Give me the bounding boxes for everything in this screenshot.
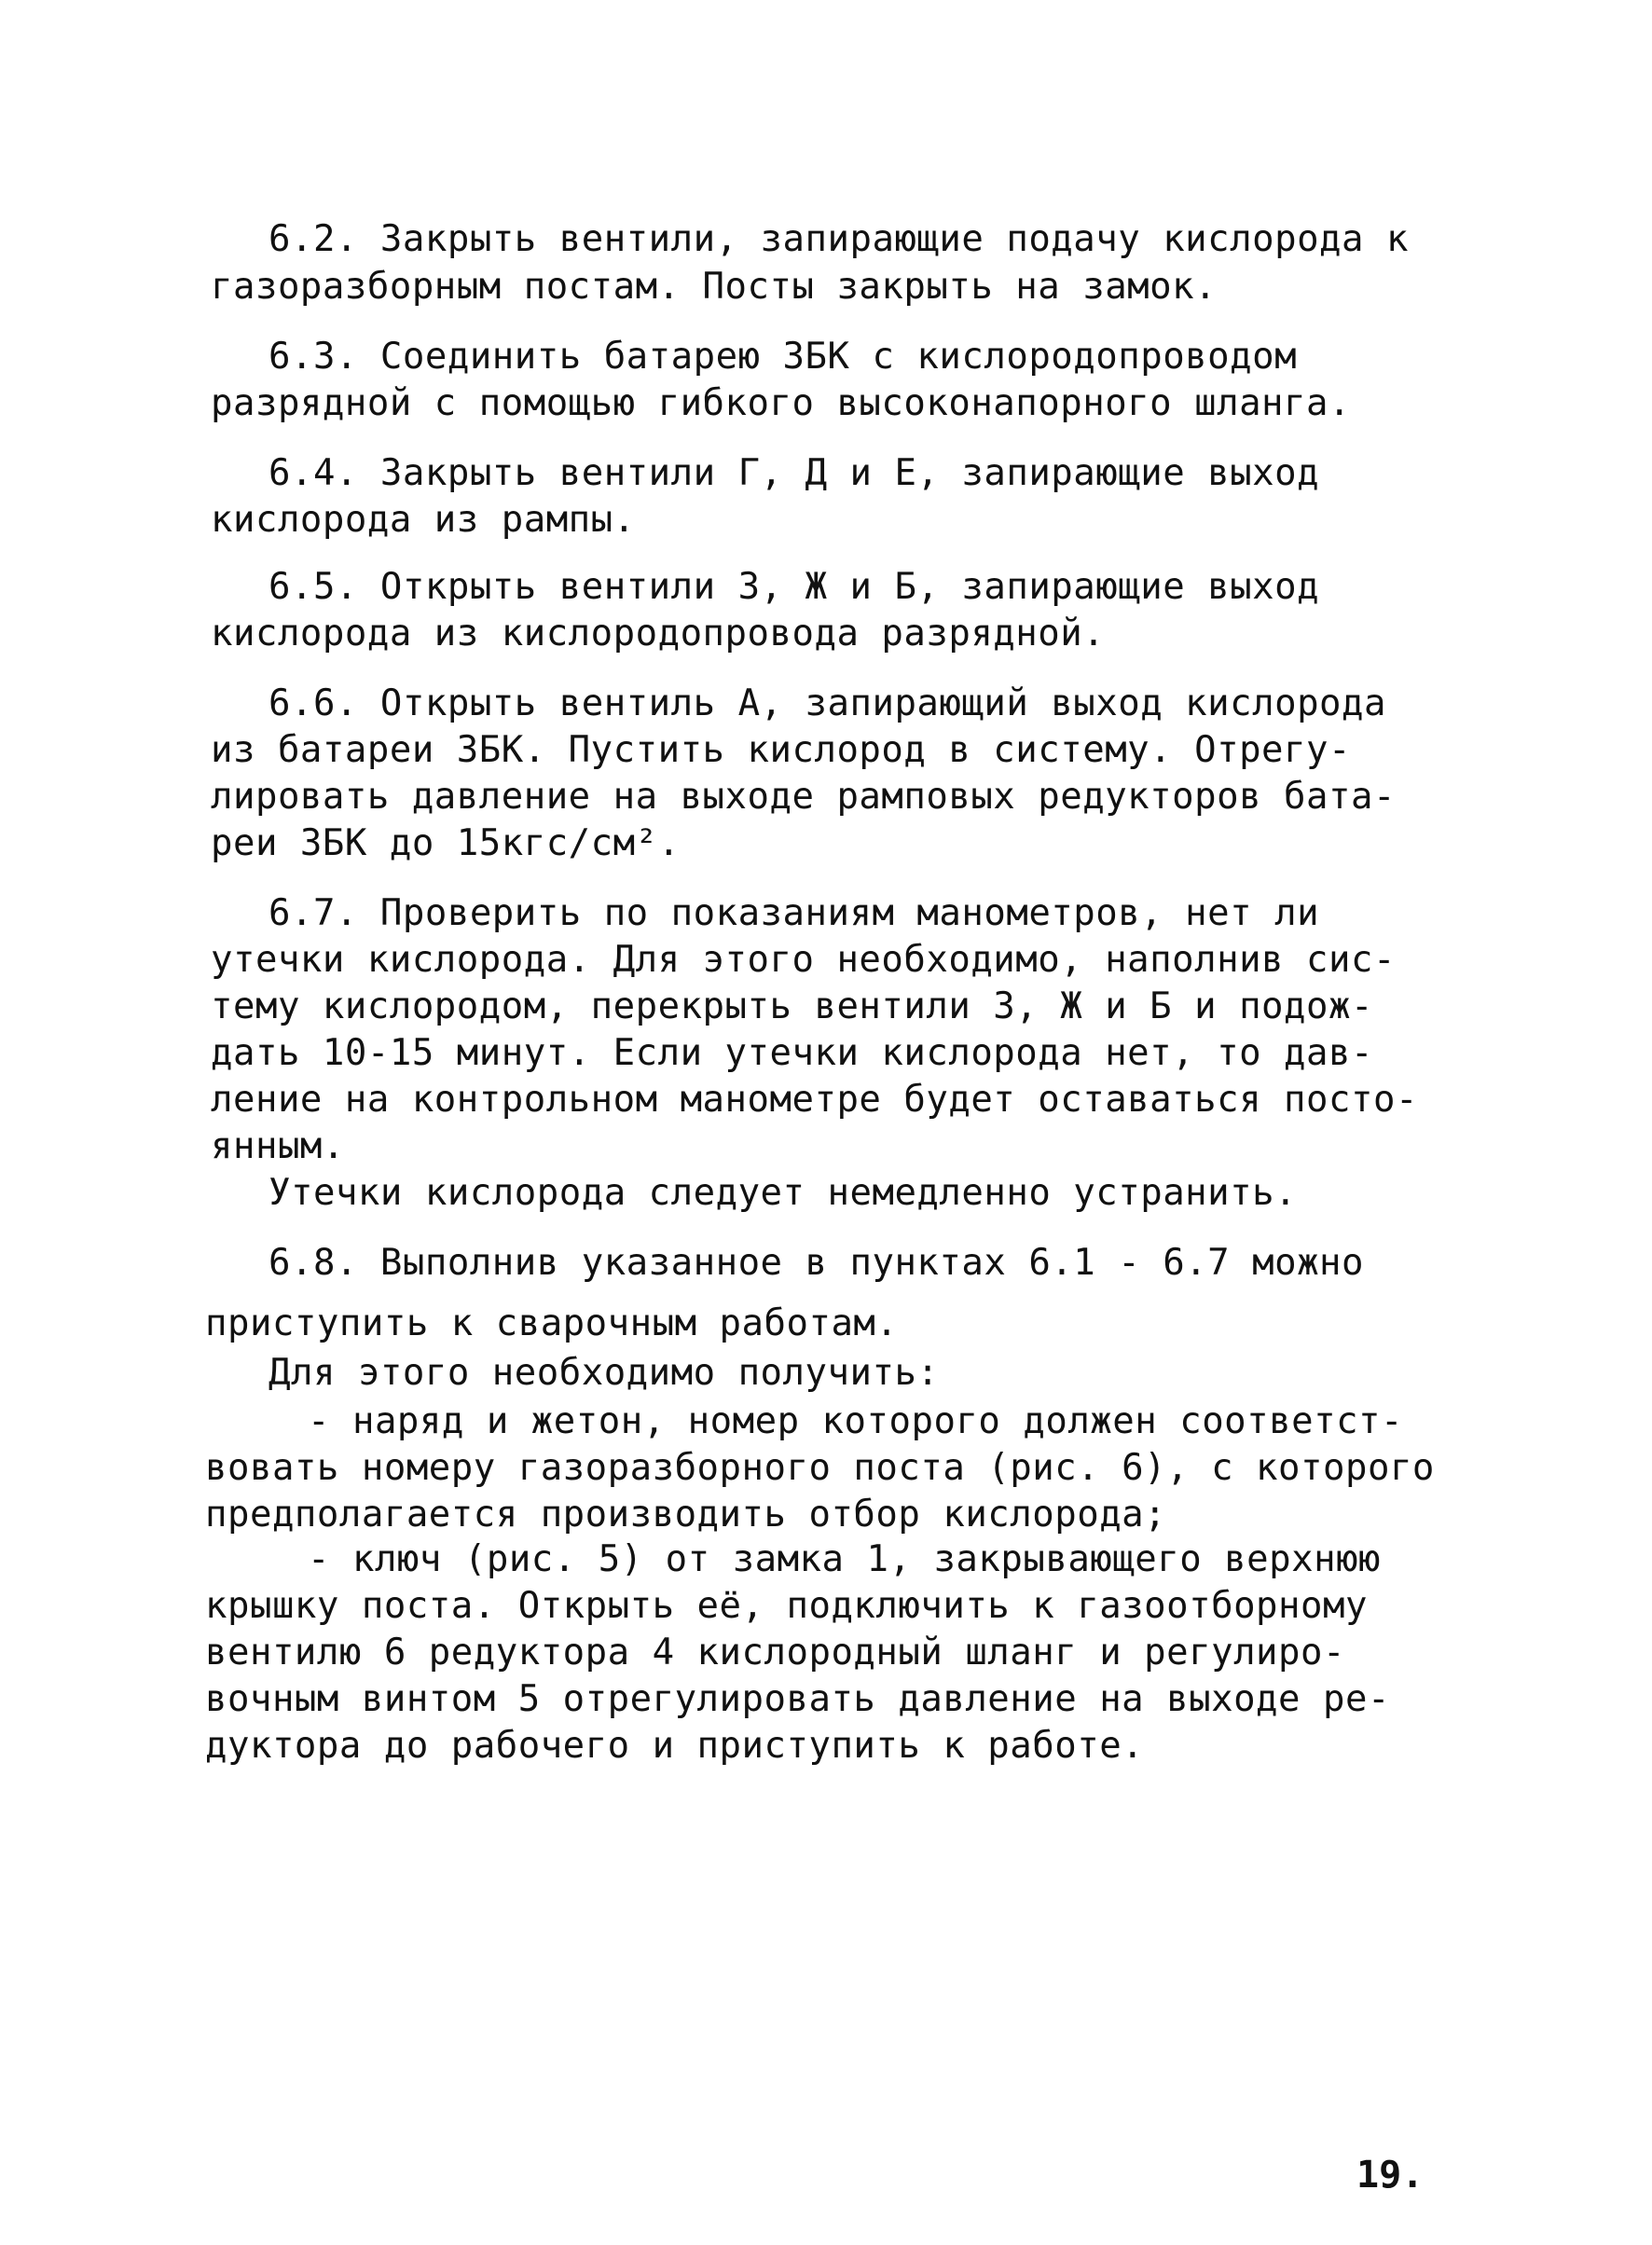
text-line: - наряд и жетон, номер которого должен соответст- <box>308 1400 1404 1442</box>
text-line: утечки кислорода. Для этого необходимо, наполнив сис- <box>211 939 1396 981</box>
text-line: 6.4. Закрыть вентили Г, Д и Е, запирающие выход <box>268 452 1320 494</box>
text-line: - ключ (рис. 5) от замка 1, закрывающего верхнюю <box>308 1538 1382 1580</box>
text-line: кислорода из кислородопровода разрядной. <box>211 613 1106 654</box>
text-line: 6.8. Выполнив указанное в пунктах 6.1 - 6.7 можно <box>268 1242 1365 1284</box>
text-line: дуктора до рабочего и приступить к работе. <box>205 1725 1145 1767</box>
text-line: дать 10-15 минут. Если утечки кислорода нет, то дав- <box>211 1032 1373 1074</box>
text-line: Для этого необходимо получить: <box>268 1352 940 1394</box>
text-line: газоразборным постам. Посты закрыть на замок. <box>211 266 1218 308</box>
text-line: 6.2. Закрыть вентили, запирающие подачу кислорода к <box>268 218 1409 260</box>
text-line: реи 3БК до 15кгс/см². <box>211 822 681 864</box>
text-line: предполагается производить отбор кислорода; <box>205 1494 1167 1536</box>
text-line: ление на контрольном манометре будет оставаться посто- <box>211 1079 1418 1121</box>
text-line: 6.6. Открыть вентиль А, запирающий выход кислорода <box>268 682 1386 724</box>
text-line: вочным винтом 5 отрегулировать давление на выходе ре- <box>205 1678 1390 1720</box>
text-line: лировать давление на выходе рамповых редукторов бата- <box>211 776 1396 818</box>
text-line: 6.3. Соединить батарею 3БК с кислородопроводом <box>268 336 1298 378</box>
text-line: вовать номеру газоразборного поста (рис. 6), с которого <box>205 1447 1435 1489</box>
text-line: вентилю 6 редуктора 4 кислородный шланг и регулиро- <box>205 1632 1345 1673</box>
text-line: 6.5. Открыть вентили 3, Ж и Б, запирающие выход <box>268 566 1320 608</box>
text-line: приступить к сварочным работам. <box>205 1302 899 1344</box>
text-line: янным. <box>211 1125 345 1167</box>
text-line: из батареи 3БК. Пустить кислород в систему. Отрегу- <box>211 729 1351 771</box>
text-line: 6.7. Проверить по показаниям манометров, нет ли <box>268 892 1320 934</box>
text-line: разрядной с помощью гибкого высоконапорного шланга. <box>211 382 1351 424</box>
page-number: 19. <box>1356 2154 1425 2197</box>
text-line: крышку поста. Открыть её, подключить к газоотборному <box>205 1585 1368 1627</box>
text-line: кислорода из рампы. <box>211 499 636 541</box>
text-line: Утечки кислорода следует немедленно устранить. <box>268 1172 1298 1214</box>
text-line: тему кислородом, перекрыть вентили 3, Ж и Б и подож- <box>211 985 1373 1027</box>
